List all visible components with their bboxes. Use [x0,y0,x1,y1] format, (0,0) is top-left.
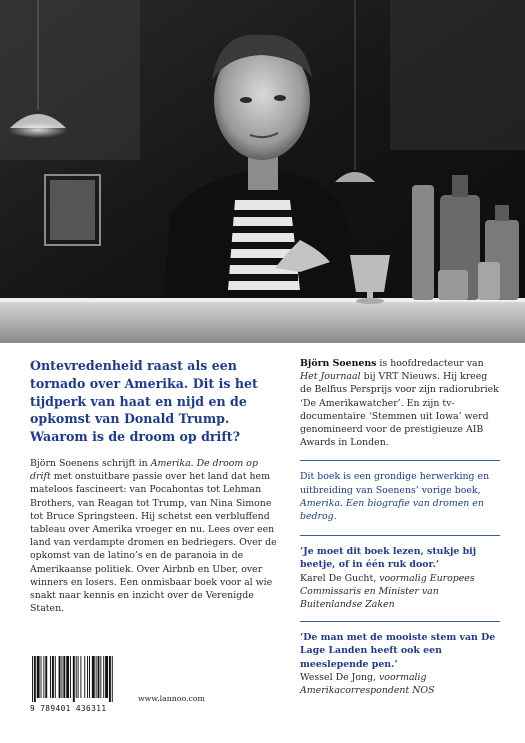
divider [300,460,500,461]
quote-text: ‘Je moet dit boek lezen, stukje bij beetje, of in één ruk door.’ [300,546,477,571]
barcode-bar [103,656,104,698]
barcode-bar [63,656,65,698]
quote-text: ‘De man met de mooiste stem van De Lage Landen heeft ook een meeslepende pen.’ [300,632,496,670]
barcode-bar [112,656,113,702]
author-bio [300,357,500,449]
barcode-bar [55,656,56,698]
bio-text-2: bij VRT Nieuws. Hij kreeg de Belfius Persprijs voor zijn radiorubriek ‘De Amerikawatcher’. En zijn tv-documentaire ‘Stemmen uit Iowa’ werd genomineerd voor de prestigieuze AIB Awards in Londen. [300,371,499,449]
divider [300,621,500,622]
barcode-bar [32,656,33,702]
barcode-bar [34,656,36,702]
previous-book-title: Amerika. Een biografie van dromen en bedrog [300,497,484,523]
barcode-bar [105,656,108,698]
barcode-bar [78,656,79,698]
barcode-bar [45,656,47,698]
quote-author-role: voormalig Europees Commissaris en Minister van Buitenlandse Zaken [300,572,475,611]
barcode-bar [80,656,81,698]
barcode-bar [92,656,95,698]
barcode-bar [100,656,101,698]
barcode-bar [70,656,71,698]
barcode-bar [109,656,111,702]
edition-note-text: Dit boek is een grondige herwerking en uitbreiding van Soenens’ vorige boek, [300,471,490,496]
barcode-bar [61,656,62,698]
description-intro: Björn Soenens schrijft in [30,457,151,469]
barcode-bar [66,656,69,698]
quote-author: Wessel De Jong, [300,671,380,683]
quote-author-role: voormalig Amerikacorrespondent NOS [300,671,435,697]
author-photo [0,0,525,343]
barcode-bar [76,656,77,698]
barcode-bar [59,656,61,698]
barcode-bar [96,656,97,698]
edition-note-end: . [333,511,337,523]
author-name: Björn Soenens [300,358,377,369]
isbn-number: 9 789401 436311 [30,704,107,713]
edition-note [300,470,500,523]
quote-author: Karel De Gucht, [300,572,380,584]
program-title: Het Journaal [300,371,361,383]
divider [300,535,500,536]
publisher-url: www.lannoo.com [138,694,205,703]
review-quote [300,545,500,611]
barcode-bar [50,656,51,698]
barcode-bar [89,656,90,698]
book-description [30,457,280,615]
barcode-bar [43,656,44,698]
review-quote [300,631,500,697]
bio-text-1: is hoofdredacteur van [376,358,484,369]
barcode-bar [52,656,54,698]
description-text: met onstuitbare passie over het land dat hem mateloos fascineert: van Pocahontas tot Lehman Brothers, van Reagan tot Trump, van Nina Simone tot Bruce Springsteen. Hij schetst een verbluffend tableau over Amerika vroeger en nu. Lees over een land van verdampte dromen en bedriegers. Over de opkomst van de latino’s en de paranoia in de Amerikaanse politiek. Over Airbnb en Uber, over winners en losers. Een onmisbaar boek voor al wie snakt naar kennis en inzicht over de Verenigde Staten. [30,471,277,615]
barcode [30,656,130,702]
barcode-bar [87,656,88,698]
barcode-bar [98,656,100,698]
barcode-bar [41,656,42,698]
headline: Ontevredenheid raast als een tornado over Amerika. Dit is het tijdperk van haat en nijd en de opkomst van Donald Trump. Waarom is de droom op drift? [30,358,258,445]
barcode-bar [73,656,75,702]
barcode-bar [84,656,85,698]
left-column [30,357,280,615]
right-column [300,357,500,707]
barcode-bar [37,656,40,698]
book-title: Amerika. De droom op drift [30,457,258,483]
